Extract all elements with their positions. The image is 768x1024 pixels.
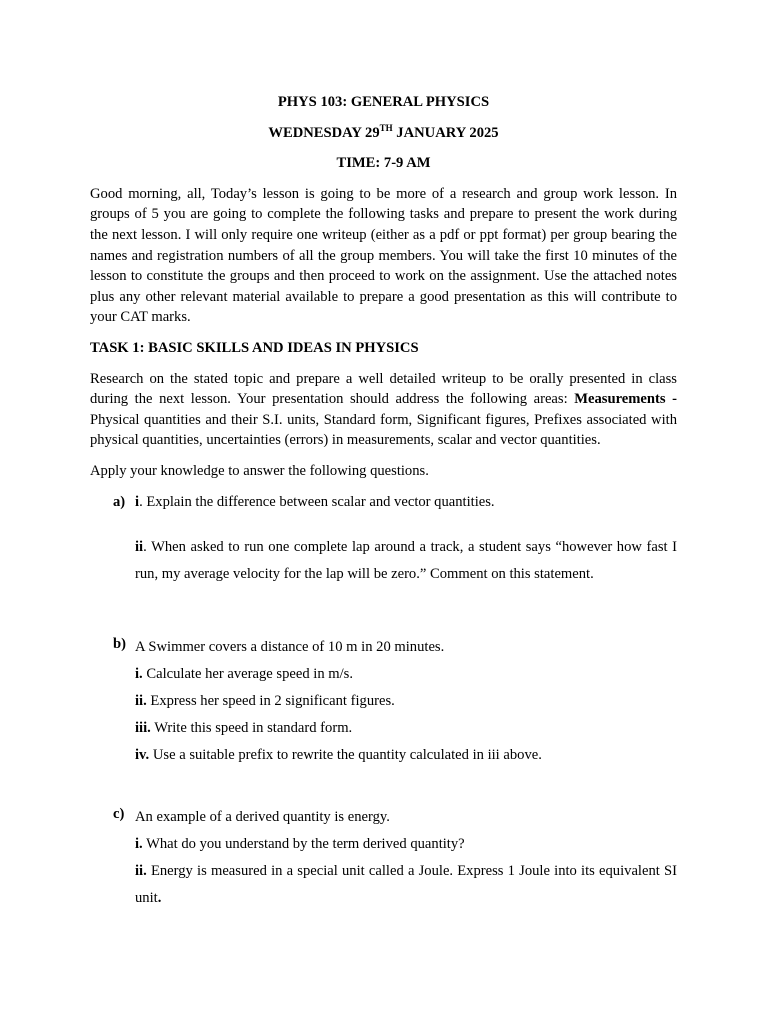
question-b-i-label: i.: [135, 666, 143, 683]
question-c-label: c): [113, 806, 125, 823]
question-b-iv-text: Use a suitable prefix to rewrite the quantity calculated in iii above.: [149, 747, 542, 764]
question-b: [90, 634, 677, 769]
document-content: [90, 92, 677, 912]
course-title: PHYS 103: GENERAL PHYSICS: [277, 94, 490, 110]
question-a-i: [135, 492, 677, 513]
question-a-ii-text: . When asked to run one complete lap around a track, a student says “however how fast I run, my average velocity for the lap will be zero.” Comment on this statement.: [135, 539, 677, 583]
question-c-ii: [135, 858, 677, 912]
question-b-text: A Swimmer covers a distance of 10 m in 20 minutes.: [135, 639, 445, 656]
date-prefix: WEDNESDAY 29: [268, 124, 380, 141]
intro-paragraph: Good morning, all, Today’s lesson is going to be more of a research and group work lesson. In groups of 5 you are going to complete the following tasks and prepare to present the work during the next lesson. I will only require one writeup (either as a pdf or ppt format) per group bearing the names and registration numbers of all the group members. You will take the first 10 minutes of the lesson to constitute the groups and then proceed to work on the assignment. Use the attached notes plus any other relevant material available to prepare a good presentation as this will contribute to your CAT marks.: [90, 185, 677, 326]
task-body-bold: Measurements -: [574, 391, 677, 408]
question-c-ii-label: ii.: [135, 863, 147, 880]
question-a-label: a): [113, 493, 126, 510]
question-a-i-text: . Explain the difference between scalar and vector quantities.: [139, 493, 495, 510]
question-a: [90, 492, 677, 589]
task-body-end: Physical quantities and their S.I. units, Standard form, Significant figures, Prefixes associated with physical quantities, uncertainties (errors) in measurements, scalar and vector quantities.: [90, 411, 677, 449]
question-c-ii-text: Energy is measured in a special unit called a Joule. Express 1 Joule into its equivalent SI unit: [135, 863, 677, 907]
date-line: [90, 123, 677, 144]
question-b-i-text: Calculate her average speed in m/s.: [142, 666, 354, 683]
question-c: [90, 804, 677, 912]
question-c-i: [135, 831, 677, 858]
question-b-iv-label: iv.: [135, 747, 150, 764]
question-b-ii-text: Express her speed in 2 significant figures.: [146, 693, 395, 710]
apply-instruction: Apply your knowledge to answer the following questions.: [90, 462, 429, 479]
question-a-i-label: i: [135, 493, 140, 510]
task-title: TASK 1: BASIC SKILLS AND IDEAS IN PHYSICS: [90, 339, 419, 356]
date-suffix: JANUARY 2025: [392, 124, 499, 141]
question-b-iii: [135, 715, 677, 742]
date-superscript: TH: [379, 122, 393, 133]
question-c-i-text: What do you understand by the term derived quantity?: [142, 836, 465, 853]
question-c-text: An example of a derived quantity is energy.: [135, 809, 390, 826]
question-a-ii: [135, 534, 677, 588]
question-b-iii-text: Write this speed in standard form.: [150, 720, 353, 737]
question-c-i-label: i.: [135, 836, 143, 853]
question-b-iv: [135, 742, 677, 769]
time-line: TIME: 7-9 AM: [336, 155, 431, 172]
question-b-ii: [135, 688, 677, 715]
question-b-iii-label: iii.: [135, 720, 151, 737]
question-b-ii-label: ii.: [135, 693, 147, 710]
question-a-ii-label: ii: [135, 539, 144, 556]
task-body-start: Research on the stated topic and prepare a well detailed writeup to be orally presented in class during the next lesson. Your presentation should address the following areas:: [90, 370, 677, 408]
question-b-label: b): [113, 636, 126, 653]
task-paragraph: [90, 369, 677, 451]
question-b-i: [135, 661, 677, 688]
question-c-ii-end: .: [157, 890, 162, 907]
